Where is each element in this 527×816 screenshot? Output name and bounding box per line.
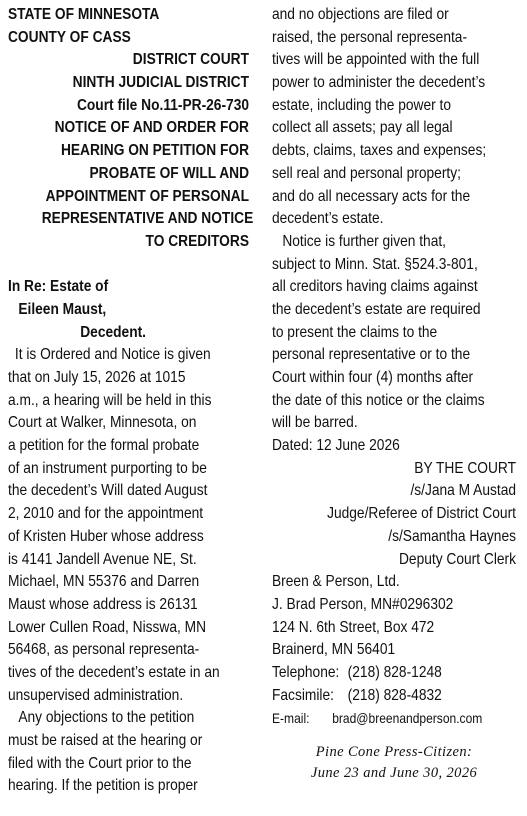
notice-title-line: HEARING ON PETITION FOR (60, 142, 250, 160)
caption-state: STATE OF MINNESOTA (8, 6, 160, 23)
notice-title-line: TO CREDITORS (145, 232, 249, 250)
signature-line: /s/Samantha Haynes (388, 527, 516, 545)
body-line: the decedent’s Will dated August (8, 482, 208, 500)
body-line: 56468, as personal representa- (8, 641, 200, 659)
body-line: Any objections to the petition (18, 709, 195, 727)
notice-title-line: APPOINTMENT OF PERSONAL (45, 187, 250, 205)
body-line: subject to Minn. Stat. §524.3-801, (272, 255, 478, 273)
body-line: collect all assets; pay all legal (272, 119, 453, 137)
body-line: 2, 2010 and for the appointment (8, 505, 204, 523)
signature-line: /s/Jana M Austad (410, 482, 516, 500)
decedent-label: Decedent. (80, 323, 147, 341)
body-line: a.m., a hearing will be held in this (8, 391, 212, 409)
body-line: personal representative or to the (272, 346, 471, 364)
body-line: all creditors having claims against (272, 278, 478, 296)
attorney-phone-row (272, 662, 482, 685)
body-line: the date of this notice or the claims (272, 391, 485, 409)
publication-dates: June 23 and June 30, 2026 (310, 765, 478, 781)
body-line: debts, claims, taxes and expenses; (272, 142, 487, 160)
body-line: estate, including the power to (272, 96, 452, 114)
fax-label: Facsimile: (272, 686, 334, 704)
attorney-email-row (272, 707, 482, 730)
body-line: power to administer the decedent’s (272, 74, 486, 92)
attorney-name: J. Brad Person, MN#0296302 (272, 595, 454, 613)
body-line: of an instrument purporting to be (8, 459, 207, 477)
body-line: sell real and personal property; (272, 164, 461, 182)
attorney-city: Brainerd, MN 56401 (272, 641, 396, 659)
body-line: a petition for the formal probate (8, 437, 200, 455)
body-line: will be barred. (272, 414, 358, 432)
body-line: and no objections are filed or (272, 6, 449, 23)
attorney-firm: Breen & Person, Ltd. (272, 573, 400, 591)
left-column (8, 4, 254, 798)
publication-footer (272, 742, 516, 784)
signature-line: Deputy Court Clerk (398, 550, 516, 568)
caption-file-number: Court file No.11-PR-26-730 (76, 96, 249, 114)
in-re-line: In Re: Estate of (8, 278, 109, 296)
body-line: Maust whose address is 26131 (8, 595, 198, 613)
body-line: unsupervised administration. (8, 686, 184, 704)
email-label: E-mail: (272, 710, 310, 727)
phone-label: Telephone: (272, 663, 340, 681)
body-line: Notice is further given that, (282, 232, 446, 250)
body-line: is 4141 Jandell Avenue NE, St. (8, 550, 197, 568)
body-line: decedent’s estate. (272, 210, 384, 228)
body-line: to present the claims to the (272, 323, 438, 341)
caption-court: DISTRICT COURT (132, 51, 249, 69)
notice-title-line: NOTICE OF AND ORDER FOR (54, 119, 250, 137)
phone-number: (218) 828-1248 (347, 663, 442, 681)
attorney-fax-row (272, 685, 482, 708)
body-line: the decedent’s estate are required (272, 300, 481, 318)
body-line: that on July 15, 2026 at 1015 (8, 369, 186, 386)
body-line: filed with the Court prior to the (8, 754, 192, 772)
email-address: brad@breenandperson.com (332, 710, 483, 727)
attorney-street: 124 N. 6th Street, Box 472 (272, 618, 435, 636)
body-line: Court at Walker, Minnesota, on (8, 414, 197, 432)
signature-line: BY THE COURT (414, 459, 516, 477)
body-line: tives of the decedent’s estate in an (8, 663, 220, 681)
body-line: hearing. If the petition is proper (8, 777, 198, 795)
dated-line: Dated: 12 June 2026 (272, 437, 400, 455)
notice-title-line: REPRESENTATIVE AND NOTICE (41, 210, 254, 228)
decedent-name: Eileen Maust, (18, 300, 107, 318)
fax-number: (218) 828-4832 (347, 686, 442, 704)
body-line: Lower Cullen Road, Nisswa, MN (8, 618, 207, 636)
caption-district: NINTH JUDICIAL DISTRICT (72, 74, 250, 92)
right-column (272, 4, 516, 730)
body-line: Court within four (4) months after (272, 369, 474, 386)
notice-title-line: PROBATE OF WILL AND (89, 164, 250, 182)
body-line: of Kristen Huber whose address (8, 527, 204, 545)
body-line: and do all necessary acts for the (272, 187, 471, 205)
body-line: It is Ordered and Notice is given (14, 346, 211, 364)
body-line: tives will be appointed with the full (272, 51, 480, 69)
caption-county: COUNTY OF CASS (8, 28, 131, 46)
body-line: raised, the personal representa- (272, 28, 468, 46)
body-line: must be raised at the hearing or (8, 732, 203, 749)
publication-paper: Pine Cone Press-Citizen: (315, 744, 473, 760)
signature-line: Judge/Referee of District Court (327, 505, 516, 523)
body-line: Michael, MN 55376 and Darren (8, 573, 200, 591)
